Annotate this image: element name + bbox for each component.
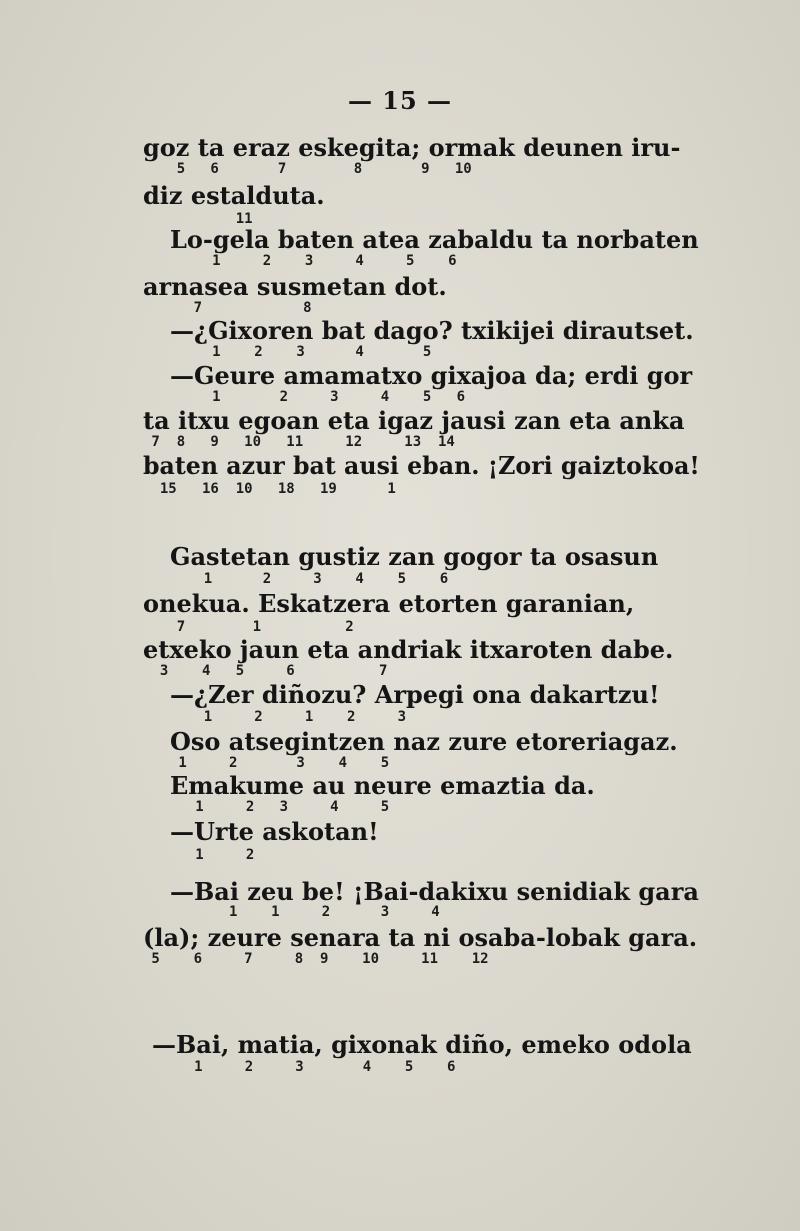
text-line: Oso atsegintzen naz zure etoreriagaz. (170, 727, 678, 756)
word-numbers: 5 6 7 8 9 10 11 12 (143, 951, 489, 967)
text-line: onekua. Eskatzera etorten garanian, (143, 589, 635, 618)
word-numbers: 15 16 10 18 19 1 (143, 481, 396, 497)
text-line: Lo-gela baten atea zabaldu ta norbaten (170, 225, 699, 254)
word-numbers: 1 2 3 4 5 (170, 344, 432, 360)
text-line: Emakume au neure emaztia da. (170, 771, 595, 800)
word-numbers: 1 2 3 4 5 (170, 755, 390, 771)
page-number: — 15 — (347, 86, 453, 115)
word-numbers: 5 6 7 8 9 10 (143, 161, 472, 177)
word-numbers: 1 2 3 4 5 6 (152, 1059, 456, 1075)
word-numbers: 1 2 3 4 5 6 (170, 389, 466, 405)
text-line: baten azur bat ausi eban. ¡Zori gaiztokoa! (143, 451, 700, 480)
word-numbers: 1 1 2 3 4 (170, 904, 440, 920)
text-line: —Geure amamatxo gixajoa da; erdi gor (170, 361, 693, 390)
text-line: —¿Gixoren bat dago? txikijei dirautset. (170, 316, 694, 345)
word-numbers: 1 2 3 4 5 (170, 799, 390, 815)
text-line: diz estalduta. (143, 181, 325, 210)
word-numbers: 7 8 (143, 300, 312, 316)
word-numbers: 3 4 5 6 7 (143, 663, 388, 679)
text-line: (la); zeure senara ta ni osaba-lobak gara. (143, 923, 698, 952)
word-numbers: 1 2 3 4 5 6 (170, 253, 457, 269)
text-line: —Urte askotan! (170, 817, 379, 846)
word-numbers: 7 8 9 10 11 12 13 14 (143, 434, 455, 450)
text-line: arnasea susmetan dot. (143, 272, 447, 301)
text-line: goz ta eraz eskegita; ormak deunen iru- (143, 133, 681, 162)
word-numbers: 11 (143, 211, 253, 227)
text-line: ta itxu egoan eta igaz jausi zan eta anka (143, 406, 685, 435)
text-line: —Bai zeu be! ¡Bai-dakixu senidiak gara (170, 877, 699, 906)
text-line: —Bai, matia, gixonak diño, emeko odola (152, 1030, 692, 1059)
text-line: —¿Zer diñozu? Arpegi ona dakartzu! (170, 680, 660, 709)
word-numbers: 1 2 (170, 847, 255, 863)
text-line: etxeko jaun eta andriak itxaroten dabe. (143, 635, 674, 664)
word-numbers: 7 1 2 (143, 619, 354, 635)
word-numbers: 1 2 1 2 3 (170, 709, 407, 725)
word-numbers: 1 2 3 4 5 6 (170, 571, 449, 587)
text-line: Gastetan gustiz zan gogor ta osasun (170, 542, 659, 571)
